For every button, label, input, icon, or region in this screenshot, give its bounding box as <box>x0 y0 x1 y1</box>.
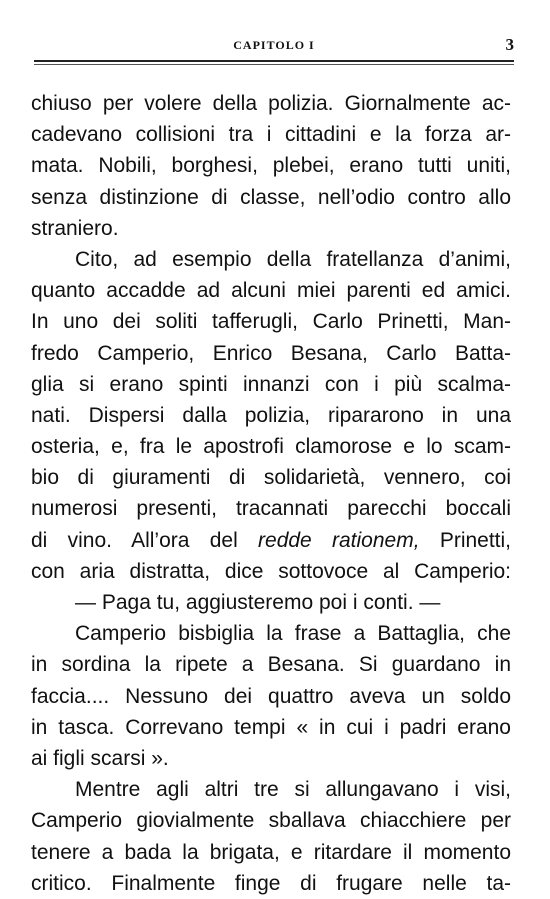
text-line: faccia.... Nessuno dei quattro aveva un soldo <box>31 684 511 708</box>
text-line: senza distinzione di classe, nell’odio contro allo <box>31 185 511 209</box>
text-line: quanto accadde ad alcuni miei parenti ed amici. <box>31 279 511 303</box>
text-run: Prinetti, <box>419 528 511 552</box>
text-line: Cito, ad esempio della fratellanza d’animi, <box>75 247 511 271</box>
text-run: di vino. All’ora del <box>31 528 259 552</box>
text-line: Camperio bisbiglia la frase a Battaglia, che <box>75 622 511 646</box>
page-number: 3 <box>505 35 514 54</box>
text-line: fredo Camperio, Enrico Besana, Carlo Batta- <box>31 341 511 365</box>
text-line: Camperio giovialmente sballava chiacchiere per <box>31 809 511 833</box>
text-line: numerosi presenti, tracannati parecchi boccali <box>31 497 511 521</box>
text-line: in tasca. Correvano tempi « in cui i padri erano <box>31 715 511 739</box>
text-line: In uno dei soliti tafferugli, Carlo Prinetti, Man- <box>31 310 511 334</box>
text-line: straniero. <box>31 216 119 240</box>
italic-phrase: redde rationem, <box>258 528 420 552</box>
text-line: — Paga tu, aggiusteremo poi i conti. — <box>75 591 441 614</box>
text-line: nati. Dispersi dalla polizia, ripararono in una <box>31 403 511 427</box>
text-line: glia si erano spinti innanzi con i più scalma- <box>31 372 511 396</box>
text-line: con aria distratta, dice sottovoce al Camperio: <box>31 559 511 583</box>
header-rule <box>34 60 514 62</box>
running-head: CAPITOLO I <box>233 38 315 52</box>
text-line: cadevano collisioni tra i cittadini e la forza ar- <box>31 123 511 147</box>
text-line: osteria, e, fra le apostrofi clamorose e lo scam- <box>31 435 511 459</box>
header-rule-thin <box>34 64 514 65</box>
page-header <box>34 36 514 56</box>
text-line: Mentre agli altri tre si allungavano i visi, <box>75 778 511 802</box>
text-line <box>31 525 511 556</box>
text-line: in sordina la ripete a Besana. Si guardano in <box>31 653 511 677</box>
text-line: chiuso per volere della polizia. Giornalmente ac- <box>31 92 511 115</box>
text-line: critico. Finalmente finge di frugare nelle ta- <box>31 871 511 895</box>
text-line: bio di giuramenti di solidarietà, vennero, coi <box>31 466 511 490</box>
body-text <box>31 88 511 899</box>
text-line: tenere a bada la brigata, e ritardare il momento <box>31 840 511 864</box>
text-line: ai figli scarsi ». <box>31 746 169 770</box>
text-line: mata. Nobili, borghesi, plebei, erano tutti uniti, <box>31 154 511 178</box>
